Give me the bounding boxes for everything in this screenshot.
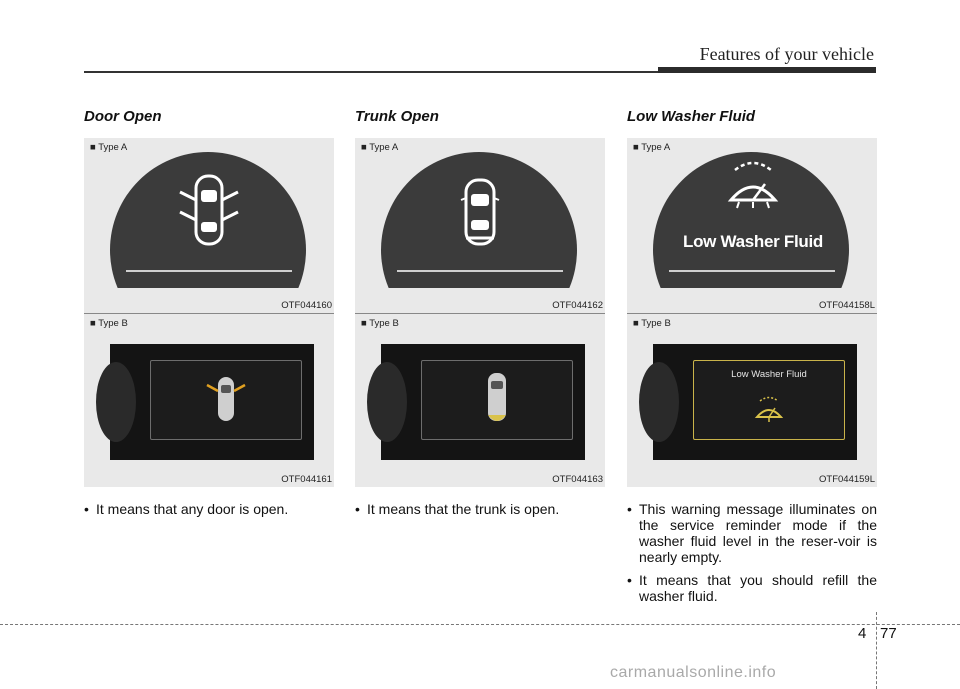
bullet-item: • It means that you should refill the washer fluid. (627, 572, 877, 604)
header-tab (658, 67, 876, 73)
header-title: Features of your vehicle (699, 44, 874, 64)
door-open-car-icon (203, 373, 249, 427)
type-a-label: ■ Type A (361, 142, 399, 153)
footer-divider (876, 612, 877, 689)
bullet-item: • It means that any door is open. (84, 501, 334, 517)
section-title: Door Open (84, 108, 162, 125)
washer-fluid-icon (725, 156, 781, 210)
display-screen (150, 360, 302, 440)
display-screen (693, 360, 845, 440)
cluster-display (653, 344, 857, 460)
bullet-item: • This warning message illuminates on the service reminder mode if the washer fluid level in the reser-voir is nearly empty. (627, 501, 877, 565)
figure-type-a (627, 138, 877, 313)
figure-type-b (355, 314, 605, 487)
message-text: Low Washer Fluid (682, 232, 823, 251)
message-text: Low Washer Fluid (731, 369, 807, 380)
watermark: carmanualsonline.info (610, 664, 777, 681)
door-open-car-icon (164, 172, 254, 252)
description (627, 501, 877, 604)
trunk-open-car-icon (455, 172, 505, 254)
figure-type-b (84, 314, 334, 487)
description (355, 501, 605, 517)
section-title: Trunk Open (355, 108, 439, 125)
dome-divider (397, 270, 563, 272)
page-number: 77 (880, 625, 897, 642)
chapter-number: 4 (858, 625, 867, 642)
figure-type-a (84, 138, 334, 313)
figure-code: OTF044163 (552, 474, 603, 485)
figure-type-b (627, 314, 877, 487)
bullet-item: • It means that the trunk is open. (355, 501, 605, 517)
trunk-open-car-icon (485, 371, 509, 427)
figure-code: OTF044159L (819, 474, 875, 485)
section-title: Low Washer Fluid (627, 108, 756, 125)
section-low-washer-fluid (627, 108, 877, 611)
figure-type-a (355, 138, 605, 313)
figure-code: OTF044162 (552, 300, 603, 311)
cluster-display (381, 344, 585, 460)
type-b-label: ■ Type B (90, 318, 128, 329)
type-a-label: ■ Type A (90, 142, 128, 153)
description (84, 501, 334, 517)
cluster-display (110, 344, 314, 460)
dome-divider (669, 270, 835, 272)
figure-code: OTF044160 (281, 300, 332, 311)
section-trunk-open (355, 108, 605, 524)
type-b-label: ■ Type B (633, 318, 671, 329)
display-screen (421, 360, 573, 440)
washer-fluid-icon (754, 393, 784, 423)
footer-rule (0, 624, 960, 625)
section-door-open (84, 108, 334, 524)
figure-code: OTF044161 (281, 474, 332, 485)
figure-code: OTF044158L (819, 300, 875, 311)
type-b-label: ■ Type B (361, 318, 399, 329)
type-a-label: ■ Type A (633, 142, 671, 153)
dome-divider (126, 270, 292, 272)
